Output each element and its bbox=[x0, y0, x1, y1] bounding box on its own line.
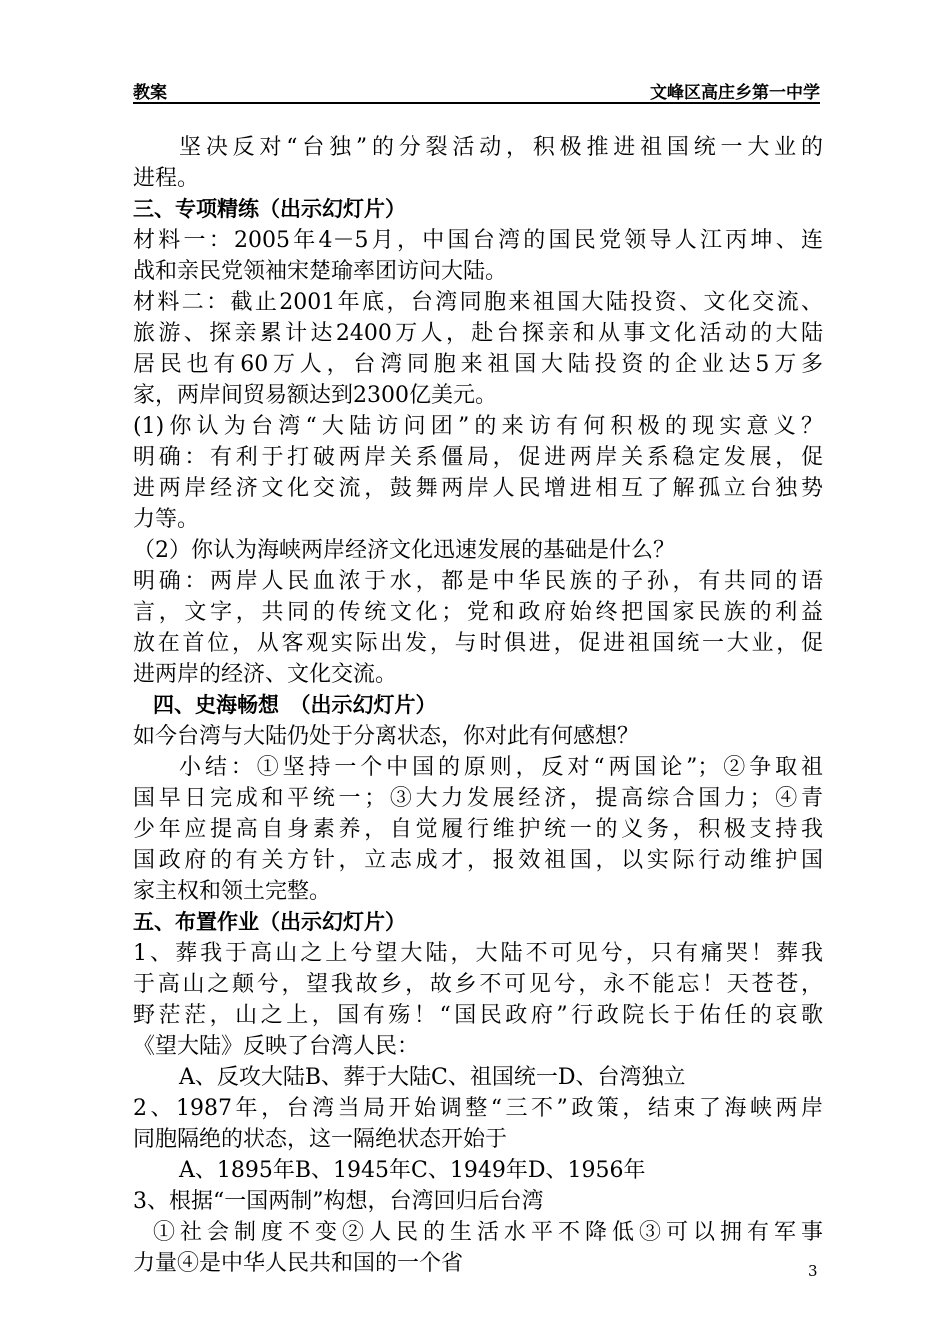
exercise-line: 3、根据“一国两制”构想，台湾回归后台湾 bbox=[133, 1189, 544, 1214]
paragraph-line: 坚决反对“台独”的分裂活动，积极推进祖国统一大业的 bbox=[179, 135, 823, 160]
section-heading: 三、专项精练（出示幻灯片） bbox=[133, 197, 406, 221]
answer-line: 明确：有利于打破两岸关系僵局，促进两岸关系稳定发展，促 bbox=[133, 445, 823, 470]
paragraph-line: 家，两岸间贸易额达到2300亿美元。 bbox=[133, 383, 497, 408]
question-line: （2）你认为海峡两岸经济文化迅速发展的基础是什么？ bbox=[133, 538, 675, 563]
page-header bbox=[133, 74, 820, 104]
paragraph-line: 居民也有60万人，台湾同胞来祖国大陆投资的企业达5万多 bbox=[133, 352, 823, 377]
answer-line: 言，文字，共同的传统文化；党和政府始终把国家民族的利益 bbox=[133, 600, 823, 625]
paragraph-line: 战和亲民党领袖宋楚瑜率团访问大陆。 bbox=[133, 259, 508, 284]
paragraph-line: 如今台湾与大陆仍处于分离状态，你对此有何感想？ bbox=[133, 724, 640, 749]
exercise-line: 力量④是中华人民共和国的一个省 bbox=[133, 1251, 464, 1276]
paragraph-line: 旅游、探亲累计达2400万人，赴台探亲和从事文化活动的大陆 bbox=[133, 321, 823, 346]
summary-line: 家主权和领土完整。 bbox=[133, 879, 332, 904]
exercise-options: A、反攻大陆B、葬于大陆C、祖国统一D、台湾独立 bbox=[179, 1065, 686, 1090]
document-body bbox=[133, 132, 823, 1279]
question-line: (1)你认为台湾“大陆访问团”的来访有何积极的现实意义？ bbox=[133, 414, 823, 439]
paragraph-line: 材料二：截止2001年底，台湾同胞来祖国大陆投资、文化交流、 bbox=[133, 290, 823, 315]
answer-line: 放在首位，从客观实际出发，与时俱进，促进祖国统一大业，促 bbox=[133, 631, 823, 656]
summary-line: 国政府的有关方针，立志成才，报效祖国，以实际行动维护国 bbox=[133, 848, 823, 873]
paragraph-line: 进程。 bbox=[133, 166, 200, 191]
exercise-options: A、1895年B、1945年C、1949年D、1956年 bbox=[179, 1158, 646, 1183]
exercise-line: 野茫茫，山之上，国有殇！“国民政府”行政院长于佑任的哀歌 bbox=[133, 1003, 823, 1028]
exercise-line: 同胞隔绝的状态，这一隔绝状态开始于 bbox=[133, 1127, 508, 1152]
exercise-line: 2、1987年，台湾当局开始调整“三不”政策，结束了海峡两岸 bbox=[133, 1096, 823, 1121]
answer-line: 明确：两岸人民血浓于水，都是中华民族的子孙，有共同的语 bbox=[133, 569, 823, 594]
header-left-title: 教案 bbox=[133, 83, 167, 103]
summary-line: 小结：①坚持一个中国的原则，反对“两国论”；②争取祖 bbox=[179, 755, 823, 780]
exercise-line: ①社会制度不变②人民的生活水平不降低③可以拥有军事 bbox=[153, 1220, 823, 1245]
header-school-name: 文峰区高庄乡第一中学 bbox=[650, 83, 820, 103]
answer-line: 进两岸的经济、文化交流。 bbox=[133, 662, 398, 687]
summary-line: 少年应提高自身素养，自觉履行维护统一的义务，积极支持我 bbox=[133, 817, 823, 842]
paragraph-line: 材料一：2005年4－5月，中国台湾的国民党领导人江丙坤、连 bbox=[133, 228, 823, 253]
answer-line: 进两岸经济文化交流，鼓舞两岸人民增进相互了解孤立台独势 bbox=[133, 476, 823, 501]
exercise-line: 1、葬我于高山之上兮望大陆，大陆不可见兮，只有痛哭！葬我 bbox=[133, 941, 823, 966]
section-heading: 五、布置作业（出示幻灯片） bbox=[133, 910, 406, 934]
summary-line: 国早日完成和平统一；③大力发展经济，提高综合国力；④青 bbox=[133, 786, 823, 811]
exercise-line: 《望大陆》反映了台湾人民： bbox=[133, 1034, 420, 1059]
answer-line: 力等。 bbox=[133, 507, 200, 532]
exercise-line: 于高山之颠兮，望我故乡，故乡不可见兮，永不能忘！天苍苍， bbox=[133, 972, 823, 997]
section-heading: 四、史海畅想 （出示幻灯片） bbox=[153, 693, 437, 717]
page-number: 3 bbox=[808, 1262, 818, 1280]
